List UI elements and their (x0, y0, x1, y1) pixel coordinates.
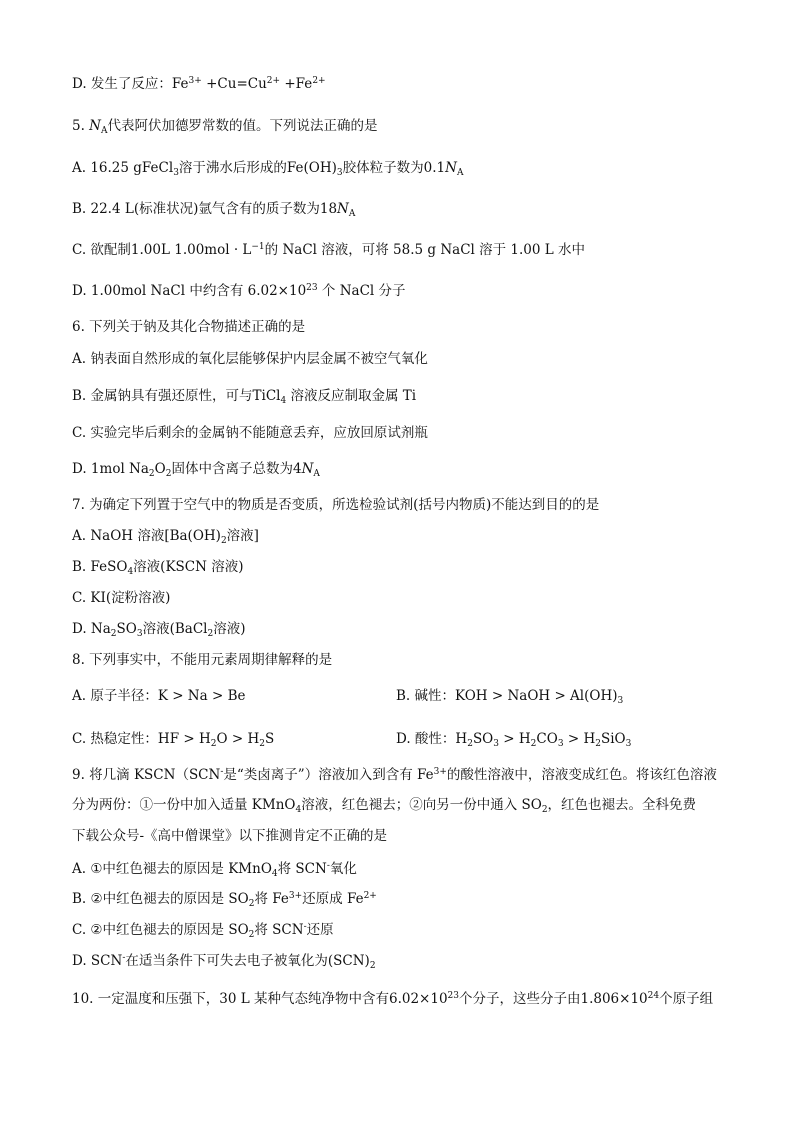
text-segment: 将 Fe (254, 891, 289, 907)
text-segment: C. ②中红色褪去的原因是 SO (72, 922, 249, 938)
text-segment: 2 (259, 739, 265, 749)
text-segment: 23 (447, 991, 459, 1001)
text-segment: 7. 为确定下列置于空气中的物质是否变质，所选检验试剂(括号内物质)不能达到目的的是 (72, 497, 600, 513)
text-segment: C. KI(淀粉溶液) (72, 590, 171, 606)
option-6b (72, 386, 734, 406)
text-segment: 溶液(BaCl (142, 621, 208, 637)
text-segment: A (313, 469, 320, 479)
text-segment: 2 (467, 739, 473, 749)
text-segment: 3 (493, 739, 499, 749)
text-segment: A. ①中红色褪去的原因是 KMnO (72, 861, 272, 877)
text-segment: - (220, 767, 224, 777)
option-7b (72, 557, 734, 577)
text-segment: O (154, 461, 166, 477)
text-segment: 3 (617, 696, 624, 706)
text-segment: 3+ (433, 767, 447, 777)
text-segment: 2 (248, 899, 255, 909)
text-segment: 溶液) (213, 621, 246, 637)
question-10 (72, 989, 734, 1009)
text-segment: A. 16.25 gFeCl (72, 160, 174, 176)
question-6 (72, 317, 734, 337)
text-segment: N (89, 118, 101, 134)
text-segment: N (445, 160, 457, 176)
text-segment: 4 (280, 396, 287, 406)
text-segment: 溶液] (226, 528, 259, 544)
text-segment: 2 (210, 739, 217, 749)
text-segment: 2 (248, 930, 255, 940)
text-segment: 分为两份：①一份中加入适量 KMnO (72, 797, 296, 813)
text-segment: 3 (336, 168, 343, 178)
option-5b (72, 199, 734, 219)
text-segment: 2 (530, 739, 537, 749)
text-segment: 10. 一定温度和压强下，30 L 某种气态纯净物中含有6.02×10 (72, 991, 448, 1007)
text-segment: 将 SCN (277, 861, 327, 877)
text-segment: 3 (557, 739, 564, 749)
text-segment: 3+ (188, 76, 202, 86)
text-segment: D. 酸性：H (396, 731, 468, 747)
text-segment: 2+ (312, 76, 326, 86)
text-segment: A (456, 168, 464, 178)
text-segment: 2 (207, 629, 214, 639)
text-segment: 个 NaCl 分子 (317, 283, 406, 299)
text-segment: N (337, 201, 349, 217)
text-segment: D. 发生了反应：Fe (72, 76, 189, 92)
option-7a (72, 526, 734, 546)
text-segment: B. 碱性：KOH > NaOH > Al(OH) (396, 688, 618, 704)
text-segment: 24 (647, 991, 660, 1001)
option-7c (72, 588, 734, 608)
text-segment: SiO (600, 731, 626, 747)
question-5 (72, 116, 734, 136)
text-segment: 2+ (363, 891, 377, 901)
text-segment: 溶液(KSCN 溶液) (133, 559, 244, 575)
text-segment: 4 (295, 805, 302, 815)
text-segment: C. 热稳定性：HF > H (72, 731, 211, 747)
option-6c (72, 423, 734, 443)
text-segment: A (348, 209, 356, 219)
text-segment: +Cu=Cu (201, 76, 267, 92)
text-segment: 3 (625, 739, 632, 749)
text-segment: 还原 (306, 922, 334, 938)
text-segment: B. 金属钠具有强还原性，可与TiCl (72, 388, 281, 404)
text-segment: 4 (127, 567, 134, 577)
text-segment: SO (116, 621, 137, 637)
text-segment: - (326, 861, 330, 871)
option-7d (72, 619, 734, 639)
option-9b (72, 889, 734, 909)
text-segment: 2 (110, 629, 117, 639)
text-segment: 个原子组 (659, 991, 714, 1007)
text-segment: 8. 下列事实中，不能用元素周期律解释的是 (72, 652, 333, 668)
text-segment: 2 (165, 469, 172, 479)
text-segment: 2 (220, 536, 227, 546)
text-segment: A. 钠表面自然形成的氧化层能够保护内层金属不被空气氧化 (72, 351, 428, 367)
question-9-line-3 (72, 826, 734, 846)
text-segment: C. 实验完毕后剩余的金属钠不能随意丢弃，应放回原试剂瓶 (72, 425, 428, 441)
text-segment: B. 22.4 L(标准状况)氩气含有的质子数为18 (72, 201, 338, 217)
text-segment: > H (499, 731, 531, 747)
text-segment: 2 (595, 739, 601, 749)
option-5c (72, 240, 734, 260)
text-segment: A. NaOH 溶液[Ba(OH) (72, 528, 221, 544)
question-9-line-2 (72, 795, 734, 815)
text-segment: ，红色也褪去。全科免费 (547, 797, 697, 813)
text-segment: 胶体粒子数为0.1 (342, 160, 446, 176)
text-segment: 9. 将几滴 KSCN（SCN (72, 767, 221, 783)
text-segment: A. 原子半径：K > Na > Be (72, 688, 246, 704)
text-segment: - (303, 922, 307, 932)
option-8d (396, 729, 631, 749)
question-9-line-1 (72, 765, 734, 785)
text-segment: A (100, 126, 108, 136)
text-segment: 还原成 Fe (302, 891, 364, 907)
text-segment: 固体中含离子总数为4 (171, 461, 302, 477)
option-5a (72, 158, 734, 178)
option-6a (72, 349, 734, 369)
text-segment: 的 NaCl 溶液，可将 58.5 g NaCl 溶于 1.00 L 水中 (264, 242, 586, 258)
text-segment: 4 (271, 869, 278, 879)
text-segment: C. 欲配制1.00L 1.00mol · L (72, 242, 252, 258)
text-segment: 6. 下列关于钠及其化合物描述正确的是 (72, 319, 306, 335)
text-segment: 2+ (266, 76, 281, 86)
option-9c (72, 920, 734, 940)
text-segment: 3 (136, 629, 143, 639)
text-segment: 2 (148, 469, 155, 479)
option-9a (72, 859, 734, 879)
text-segment: 在适当条件下可失去电子被氧化为(SCN) (125, 953, 370, 969)
option-8c (72, 729, 274, 749)
text-segment: 2 (541, 805, 548, 815)
text-segment: 溶液，红色褪去；②向另一份中通入 SO (301, 797, 542, 813)
text-segment: 3 (173, 168, 179, 178)
text-segment: D. SCN (72, 953, 123, 969)
text-segment: N (301, 461, 314, 477)
text-segment: 将 SCN (254, 922, 304, 938)
option-8a (72, 686, 245, 706)
option-8b (396, 686, 623, 706)
text-segment: CO (536, 731, 558, 747)
text-segment: 溶液反应制取金属 Ti (286, 388, 417, 404)
option-4d (72, 74, 734, 94)
text-segment: - (122, 953, 126, 963)
text-segment: 的酸性溶液中，溶液变成红色。将该红色溶液 (446, 767, 717, 783)
text-segment: D. Na (72, 621, 111, 637)
text-segment: O > H (216, 731, 260, 747)
text-segment: D. 1.00mol NaCl 中约含有 6.02×10 (72, 283, 307, 299)
text-segment: S (264, 731, 275, 747)
text-segment: 代表阿伏加德罗常数的值。下列说法正确的是 (107, 118, 378, 134)
text-segment: +Fe (280, 76, 313, 92)
text-segment: B. ②中红色褪去的原因是 SO (72, 891, 249, 907)
text-segment: 2 (369, 961, 376, 971)
text-segment: −1 (251, 242, 265, 252)
text-segment: D. 1mol Na (72, 461, 149, 477)
text-segment: SO (472, 731, 494, 747)
text-segment: 5. (72, 118, 90, 134)
text-segment: 是“类卤离子”）溶液加入到含有 Fe (223, 767, 434, 783)
question-8 (72, 650, 734, 670)
text-segment: 溶于沸水后形成的Fe(OH) (178, 160, 337, 176)
question-7 (72, 495, 734, 515)
text-segment: > H (563, 731, 596, 747)
text-segment: 3+ (288, 891, 303, 901)
text-segment: B. FeSO (72, 559, 128, 575)
text-segment: 下载公众号-《高中僧课堂》以下推测肯定不正确的是 (72, 828, 388, 844)
text-segment: 氧化 (329, 861, 357, 877)
option-5d (72, 281, 734, 301)
text-segment: 个分子，这些分子由1.806×10 (459, 991, 648, 1007)
text-segment: 23 (306, 283, 318, 293)
option-6d (72, 459, 734, 479)
option-9d (72, 951, 734, 971)
